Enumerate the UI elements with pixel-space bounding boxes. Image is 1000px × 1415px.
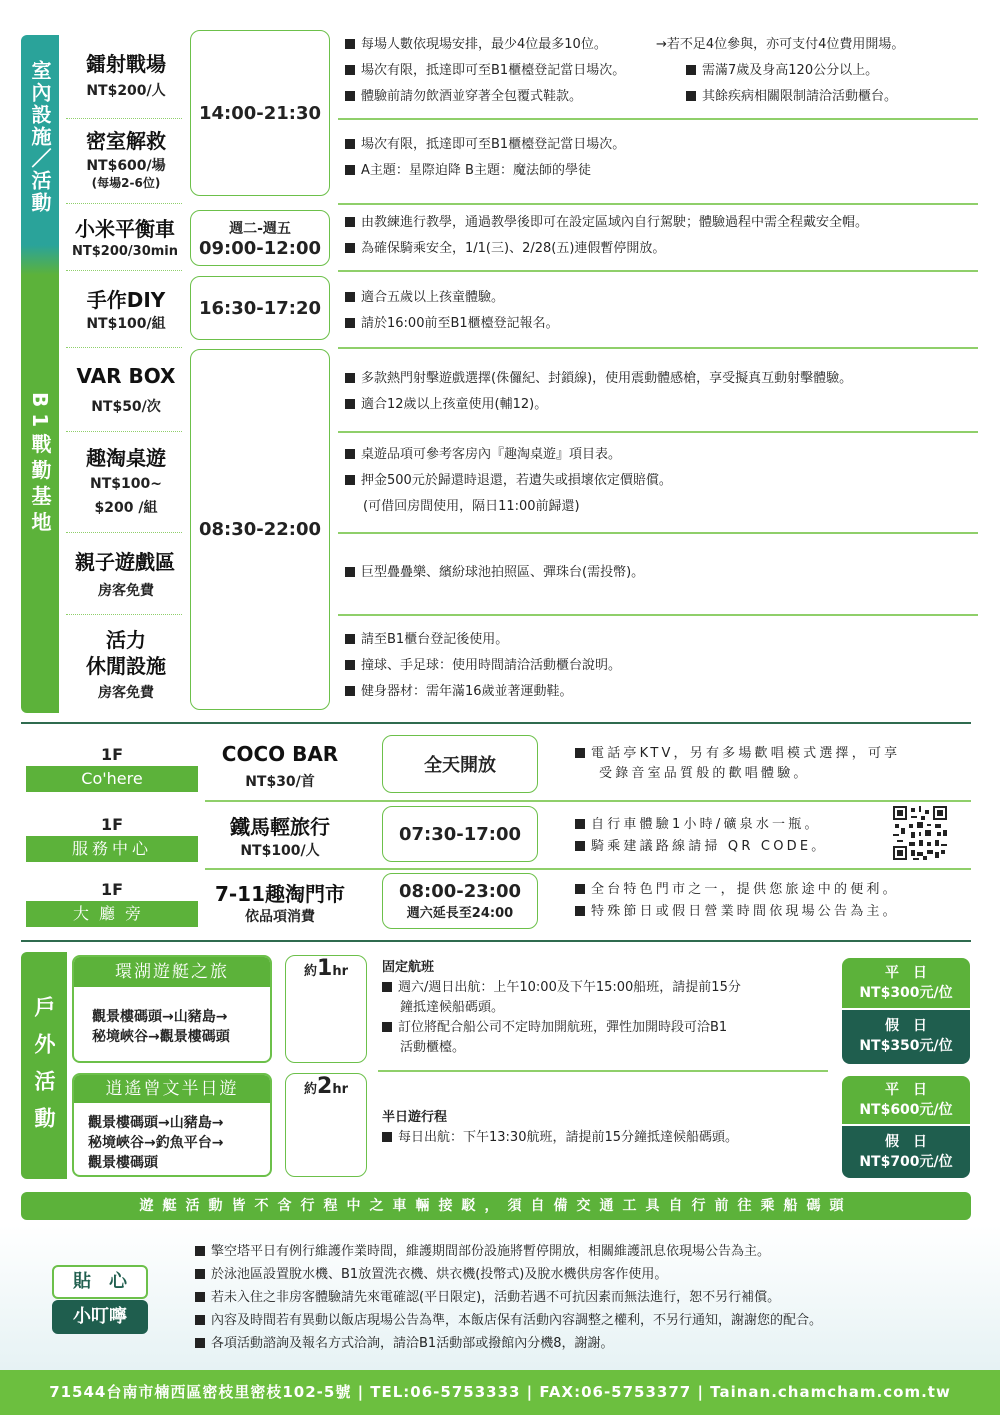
note-line: (可借回房間使用，隔日11:00前歸還) bbox=[363, 499, 580, 514]
notes-laser bbox=[345, 35, 675, 107]
item-price-kids: 房客免費 bbox=[98, 583, 154, 599]
note-line: 適合五歲以上孩童體驗。 bbox=[361, 290, 505, 305]
notes-boardgame bbox=[345, 445, 672, 517]
note-line: 健身器材：需年滿16歲並著運動鞋。 bbox=[361, 684, 573, 699]
tour-title-pill: 環湖遊艇之旅 bbox=[74, 957, 270, 987]
notes-segway bbox=[345, 213, 868, 259]
price-label: 假 日 bbox=[885, 1018, 927, 1034]
place-label: 大廳旁 bbox=[26, 901, 198, 927]
item-price-varbox: NT$50/次 bbox=[91, 399, 161, 415]
note-line: 由教練進行教學，通過教學後即可在設定區域內自行駕駛；體驗過程中需全程戴安全帽。 bbox=[361, 215, 869, 230]
item-name-segway: 小米平衡車 bbox=[75, 217, 175, 241]
divider bbox=[338, 270, 978, 272]
item-price-leisure: 房客免費 bbox=[98, 685, 154, 701]
note-head: 半日遊行程 bbox=[382, 1110, 448, 1125]
indoor-section-label: 室內設施／活動 bbox=[28, 60, 52, 214]
route-line: 秘境峽谷→釣魚平台→ bbox=[88, 1135, 224, 1151]
note-line: 請於16:00前至B1櫃檯登記報名。 bbox=[361, 316, 559, 331]
f1-name-bike: 鐵馬輕旅行 bbox=[230, 815, 330, 839]
note-line: 訂位將配合船公司不定時加開航班，彈性加開時段可洽B1 bbox=[398, 1020, 728, 1035]
divider bbox=[338, 118, 978, 120]
divider bbox=[66, 614, 182, 615]
tour-route bbox=[88, 1113, 223, 1173]
time-text: 全天開放 bbox=[424, 755, 496, 776]
weekday-price bbox=[842, 958, 970, 1008]
price-value: NT$300元/位 bbox=[859, 985, 953, 1001]
b1-section-label: B1戰勤基地 bbox=[28, 392, 52, 538]
tips-label-1: 貼 心 bbox=[52, 1265, 148, 1299]
route-line: 觀景樓碼頭→山豬島→ bbox=[88, 1115, 224, 1131]
note-line: 受錄音室品質般的歡唱體驗。 bbox=[599, 766, 810, 781]
tour-notes bbox=[382, 958, 741, 1058]
item-price-segway: NT$200/30min bbox=[71, 244, 179, 259]
item-price-boardgame: NT$100~ bbox=[90, 476, 162, 492]
boat-notice-banner: 遊艇活動皆不含行程中之車輛接駁，須自備交通工具自行前往乘船碼頭 bbox=[21, 1192, 971, 1220]
section-divider bbox=[21, 722, 971, 724]
tip-line: 於泳池區設置脫水機、B1放置洗衣機、烘衣機(投幣式)及脫水機供房客作使用。 bbox=[211, 1267, 668, 1282]
dur-num: 2 bbox=[317, 1074, 333, 1099]
footer-bar: 71544台南市楠西區密枝里密枝102-5號 | TEL:06-5753333 | FAX:06-5753377 | Tainan.chamcham.com.tw bbox=[0, 1370, 1000, 1415]
time-text: 16:30-17:20 bbox=[198, 297, 322, 319]
notes-kids bbox=[345, 563, 644, 583]
note-head: 固定航班 bbox=[382, 960, 435, 975]
time-box-2 bbox=[190, 210, 330, 266]
divider bbox=[66, 270, 182, 271]
note-line: 桌遊品項可參考客房內『趣淘桌遊』項目表。 bbox=[361, 447, 622, 462]
outdoor-section-label: 戶外活動 bbox=[32, 996, 56, 1144]
f1-price-bike: NT$100/人 bbox=[240, 843, 320, 859]
notes-leisure bbox=[345, 630, 621, 702]
f1-time-cocobar bbox=[382, 735, 538, 793]
weekday-price bbox=[842, 1076, 970, 1124]
note-line: 撞球、手足球：使用時間請洽活動櫃台說明。 bbox=[361, 658, 622, 673]
note-line: 全台特色門市之一，提供您旅途中的便利。 bbox=[591, 882, 899, 897]
dur-pre: 約 bbox=[304, 964, 318, 979]
note-line: 多款熱門射擊遊戲選擇(侏儸紀、封鎖線)，使用震動體感槍，享受擬真互動射擊體驗。 bbox=[361, 371, 853, 386]
divider bbox=[66, 532, 182, 533]
divider bbox=[338, 614, 978, 616]
f1-time-711 bbox=[382, 873, 538, 929]
divider bbox=[338, 431, 978, 433]
floor-label: 1F bbox=[100, 815, 124, 834]
note-line: 其餘疾病相關限制請洽活動櫃台。 bbox=[702, 89, 898, 104]
divider bbox=[66, 203, 182, 204]
qr-code-icon bbox=[893, 806, 947, 860]
f1-notes-cocobar bbox=[575, 744, 900, 784]
note-line: 場次有限，抵達即可至B1櫃檯登記當日場次。 bbox=[361, 63, 626, 78]
note-line: 特殊節日或假日營業時間依現場公告為主。 bbox=[591, 904, 899, 919]
dur-unit: hr bbox=[332, 964, 348, 979]
item-price-laser: NT$200/人 bbox=[86, 83, 166, 99]
floor-label: 1F bbox=[100, 880, 124, 899]
divider bbox=[66, 347, 182, 348]
f1-name-cocobar: COCO BAR bbox=[221, 742, 339, 766]
route-line: 觀景樓碼頭→山豬島→ bbox=[92, 1009, 228, 1025]
time-sub-text: 週六延長至24:00 bbox=[406, 906, 514, 921]
route-line: 觀景樓碼頭 bbox=[88, 1155, 158, 1171]
f1-price-cocobar: NT$30/首 bbox=[245, 774, 315, 790]
divider bbox=[338, 532, 978, 534]
note-line: 每日出航：下午13:30航班，請提前15分鐘抵達候船碼頭。 bbox=[398, 1130, 739, 1145]
note-line: 請至B1櫃台登記後使用。 bbox=[361, 632, 509, 647]
note-line: 騎乘建議路線請掃 QR CODE。 bbox=[591, 839, 828, 854]
item-name-laser: 鐳射戰場 bbox=[86, 52, 166, 76]
item-name-escape: 密室解救 bbox=[86, 129, 166, 153]
note-line: 鐘抵達候船碼頭。 bbox=[400, 1000, 505, 1015]
price-value: NT$600元/位 bbox=[859, 1102, 953, 1118]
time-text: 08:30-22:00 bbox=[198, 519, 322, 540]
tips-list bbox=[195, 1240, 822, 1355]
tour-duration bbox=[285, 1073, 367, 1177]
note-line: 週六/週日出航：上午10:00及下午15:00船班，請提前15分 bbox=[398, 980, 741, 995]
item-name-kids: 親子遊戲區 bbox=[75, 550, 175, 574]
f1-notes-bike bbox=[575, 815, 827, 857]
holiday-price bbox=[842, 1126, 970, 1178]
item-price-diy: NT$100/組 bbox=[86, 316, 166, 332]
divider bbox=[66, 431, 182, 432]
place-label: Co'here bbox=[26, 766, 198, 792]
tour-notes bbox=[382, 1108, 738, 1148]
tip-line: 各項活動諮詢及報名方式洽詢，請洽B1活動部或撥館內分機8，謝謝。 bbox=[211, 1336, 614, 1351]
price-label: 平 日 bbox=[885, 965, 927, 981]
divider bbox=[66, 118, 182, 119]
notes-varbox bbox=[345, 369, 852, 415]
f1-notes-711 bbox=[575, 880, 899, 922]
divider bbox=[338, 347, 978, 349]
time-text: 09:00-12:00 bbox=[198, 237, 322, 259]
tip-line: 若未入住之非房客體驗請先來電確認(平日限定)，活動若遇不可抗因素而無法進行，恕不另行補償。 bbox=[211, 1290, 781, 1305]
dur-pre: 約 bbox=[304, 1082, 318, 1097]
tips-label-2: 小叮嚀 bbox=[52, 1300, 148, 1334]
divider bbox=[338, 203, 978, 205]
item-name-leisure-2: 休閒設施 bbox=[86, 654, 166, 678]
tip-line: 擎空塔平日有例行維護作業時間，維護期間部份設施將暫停開放，相關維護訊息依現場公告為主。 bbox=[211, 1244, 771, 1259]
item-name-varbox: VAR BOX bbox=[76, 364, 176, 388]
item-name-diy: 手作DIY bbox=[86, 288, 166, 312]
note-line: A主題：星際迫降 B主題：魔法師的學徒 bbox=[361, 163, 591, 178]
item-name-boardgame: 趣淘桌遊 bbox=[86, 446, 166, 470]
note-line: →若不足4位參與，亦可支付4位費用開場。 bbox=[656, 37, 905, 52]
floor-label: 1F bbox=[100, 745, 124, 764]
route-line: 秘境峽谷→觀景樓碼頭 bbox=[92, 1029, 230, 1045]
note-line: 體驗前請勿飲酒並穿著全包覆式鞋款。 bbox=[361, 89, 583, 104]
time-text: 07:30-17:00 bbox=[398, 823, 522, 845]
note-line: 場次有限，抵達即可至B1櫃檯登記當日場次。 bbox=[361, 137, 626, 152]
note-line: 每場人數依現場安排，最少4位最多10位。 bbox=[361, 37, 607, 52]
time-box-1 bbox=[190, 30, 330, 196]
note-line: 自行車體驗1小時/礦泉水一瓶。 bbox=[591, 817, 821, 832]
item-name-leisure: 活力 bbox=[106, 628, 146, 652]
divider bbox=[378, 1070, 828, 1072]
note-line: 適合12歲以上孩童使用(輔12)。 bbox=[361, 397, 548, 412]
notes-escape bbox=[345, 135, 625, 181]
item-price-boardgame-2: $200 /組 bbox=[94, 500, 158, 516]
item-price-escape-sub: (每場2-6位) bbox=[91, 176, 161, 190]
dur-num: 1 bbox=[317, 956, 333, 981]
tour-route bbox=[92, 1007, 230, 1047]
note-line: 為確保騎乘安全，1/1(三)、2/28(五)連假暫停開放。 bbox=[361, 241, 666, 256]
note-line: 押金500元於歸還時退還，若遺失或損壞依定價賠償。 bbox=[361, 473, 672, 488]
f1-name-711: 7-11趣淘門市 bbox=[214, 882, 346, 906]
price-label: 平 日 bbox=[885, 1082, 927, 1098]
note-line: 電話亭KTV，另有多場歡唱模式選擇，可享 bbox=[591, 746, 901, 761]
divider bbox=[205, 868, 971, 870]
section-divider bbox=[21, 940, 971, 942]
time-box-4 bbox=[190, 349, 330, 710]
tour-duration bbox=[285, 955, 367, 1063]
note-line: 需滿7歲及身高120公分以上。 bbox=[702, 63, 879, 78]
notes-diy bbox=[345, 288, 559, 334]
price-value: NT$350元/位 bbox=[859, 1038, 953, 1054]
f1-price-711: 依品項消費 bbox=[245, 909, 315, 925]
time-box-3 bbox=[190, 276, 330, 340]
price-value: NT$700元/位 bbox=[859, 1154, 953, 1170]
divider bbox=[205, 800, 971, 802]
place-label: 服務中心 bbox=[26, 836, 198, 862]
time-text: 14:00-21:30 bbox=[198, 102, 322, 124]
time-text: 08:00-23:00 bbox=[398, 881, 522, 902]
item-price-escape: NT$600/場 bbox=[86, 158, 166, 174]
tip-line: 內容及時間若有異動以飯店現場公告為準，本飯店保有活動內容調整之權利，不另行通知，謝謝您的配合。 bbox=[211, 1313, 823, 1328]
price-label: 假 日 bbox=[885, 1134, 927, 1150]
tour-title-pill: 逍遙曾文半日遊 bbox=[74, 1075, 270, 1103]
notes-laser-right bbox=[656, 35, 976, 107]
note-line: 巨型疊疊樂、繽紛球池拍照區、彈珠台(需投幣)。 bbox=[361, 565, 645, 580]
dur-unit: hr bbox=[332, 1082, 348, 1097]
holiday-price bbox=[842, 1010, 970, 1064]
note-line: 活動櫃檯。 bbox=[400, 1040, 466, 1055]
f1-time-bike bbox=[382, 806, 538, 862]
time-day-text: 週二-週五 bbox=[229, 220, 291, 237]
